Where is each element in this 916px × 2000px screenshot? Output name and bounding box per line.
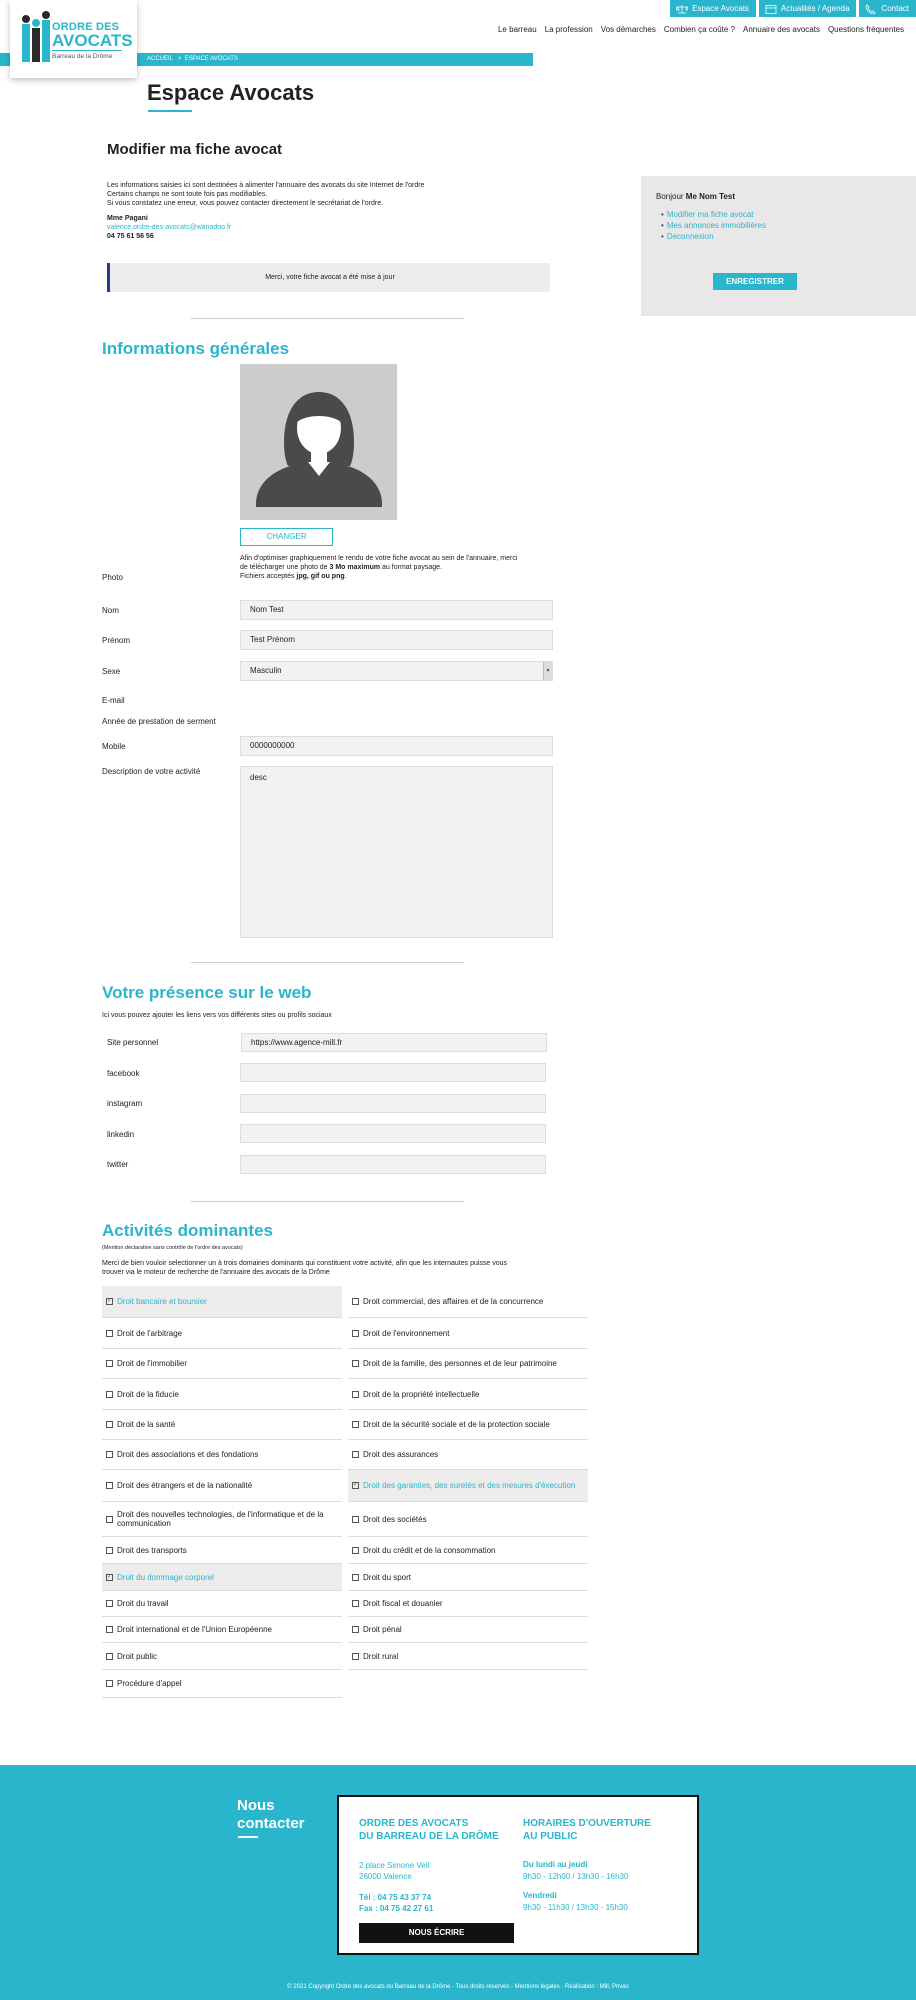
checkbox-icon[interactable] (352, 1516, 359, 1523)
phones (359, 1892, 433, 1914)
nav-item-cout[interactable]: Combien ça coûte ? (663, 25, 736, 34)
activity-option[interactable] (102, 1470, 342, 1502)
activities-intro-line: trouver via le moteur de recherche de l'annuaire des avocats de la Drôme (102, 1269, 330, 1276)
activity-label: Droit fiscal et douanier (363, 1599, 443, 1608)
nav-item-annuaire[interactable]: Annuaire des avocats (743, 25, 820, 34)
sexe-label: Sexe (102, 667, 121, 676)
address: 2 place Simone Veil 26000 Valence (359, 1861, 430, 1881)
footer-contact-title-line: Nous (237, 1797, 275, 1814)
activity-option[interactable] (102, 1502, 342, 1537)
photo-help-line: Afin d'optimiser graphiquement le rendu de votre fiche avocat au sein de l'annuaire, merci (240, 555, 518, 562)
nom-label: Nom (102, 606, 119, 615)
top-link-espace-avocats[interactable] (670, 0, 756, 17)
scales-icon (676, 4, 688, 14)
divider (191, 1201, 464, 1202)
activity-label: Droit de l'arbitrage (117, 1328, 183, 1338)
activity-option[interactable] (348, 1379, 588, 1410)
checkbox-checked-icon[interactable]: ✓ (107, 1298, 113, 1304)
activity-label: Droit de la santé (117, 1420, 176, 1429)
activity-label: Droit de l'immobilier (117, 1359, 187, 1368)
instagram-field[interactable] (240, 1094, 546, 1113)
activity-option[interactable] (348, 1410, 588, 1440)
greeting-text: Bonjour (656, 192, 686, 201)
photo-help-line: Fichiers acceptés jpg, gif ou png. (240, 573, 347, 580)
account-menu (661, 209, 766, 242)
org-name: ORDRE DES AVOCATS DU BARREAU DE LA DRÔME (359, 1818, 499, 1842)
checkbox-icon[interactable] (352, 1626, 359, 1633)
linkedin-field[interactable] (240, 1124, 546, 1143)
activity-label: Droit du travail (117, 1599, 169, 1608)
avatar-placeholder-icon (240, 364, 397, 520)
activity-label: Droit pénal (363, 1625, 402, 1634)
contact-email-link[interactable]: valence.ordre-des-avocats@wanadoo.fr (107, 224, 232, 231)
checkbox-icon[interactable] (106, 1680, 113, 1687)
prenom-field[interactable]: Test Prénom (240, 630, 553, 650)
menu-link-edit-profile[interactable]: • Modifier ma fiche avocat (661, 209, 766, 220)
nav-item-profession[interactable]: La profession (544, 25, 593, 34)
activity-label: Procédure d'appel (117, 1679, 182, 1688)
activity-option[interactable] (348, 1591, 588, 1617)
nav-item-demarches[interactable]: Vos démarches (600, 25, 656, 34)
checkbox-icon[interactable] (106, 1516, 113, 1523)
activity-label: Droit du crédit et de la consommation (363, 1545, 496, 1555)
profile-photo (240, 364, 397, 520)
general-section-title: Informations générales (102, 339, 290, 358)
activity-option[interactable] (348, 1564, 588, 1591)
checkbox-icon[interactable] (352, 1547, 359, 1554)
instagram-label: instagram (107, 1099, 143, 1108)
activities-intro (102, 1259, 507, 1277)
activity-label: Droit commercial, des affaires et de la concurrence (363, 1297, 544, 1306)
checkbox-icon[interactable] (106, 1547, 113, 1554)
mobile-label: Mobile (102, 742, 126, 751)
activity-option[interactable] (102, 1537, 342, 1564)
phone-icon (865, 4, 877, 14)
checkbox-icon[interactable] (352, 1451, 359, 1458)
intro-line: Les informations saisies ici sont destinées à alimenter l'annuaire des avocats du site Internet de l'ordre (107, 182, 425, 189)
checkbox-icon[interactable] (106, 1482, 113, 1489)
prenom-label: Prénom (102, 636, 131, 645)
checkbox-icon[interactable] (352, 1391, 359, 1398)
checkbox-icon[interactable] (106, 1451, 113, 1458)
activity-option[interactable] (102, 1440, 342, 1470)
footer-contact-title-line: contacter (237, 1815, 305, 1832)
site-label: Site personnel (107, 1038, 159, 1047)
menu-link-logout[interactable]: • Deconnexion (661, 231, 766, 242)
activity-option[interactable] (102, 1643, 342, 1670)
hours-days-1: Du lundi au jeudi (523, 1860, 588, 1869)
top-link-label: Espace Avocats (692, 4, 749, 13)
logo-line1: ORDRE DES (52, 21, 120, 33)
save-button[interactable]: ENREGISTRER (713, 273, 797, 290)
activity-option[interactable] (348, 1502, 588, 1537)
page-title: Espace Avocats (147, 80, 315, 105)
checkbox-icon[interactable] (106, 1391, 113, 1398)
checkbox-icon[interactable] (106, 1600, 113, 1607)
activity-label: Droit des étrangers et de la nationalité (117, 1481, 253, 1490)
activity-label: Droit des sociétés (363, 1514, 427, 1524)
description-label: Description de votre activité (102, 767, 201, 776)
email-label: E-mail (102, 696, 125, 705)
intro-line: Certains champs ne sont toute fois pas modifiables. (107, 191, 268, 198)
footer-title-underline (238, 1836, 258, 1838)
activity-option[interactable] (102, 1410, 342, 1440)
activity-label: Droit international et de l'Union Européenne (117, 1625, 272, 1634)
copyright: © 2021 Copyright Ordre des avocats du Barreau de la Drôme - Tous droits réservés - Mentions légales - Réalisation : Mill, Privas (287, 1984, 629, 1990)
hours-days-2: Vendredi (523, 1891, 557, 1900)
change-photo-button[interactable]: CHANGER (240, 528, 333, 546)
checkbox-icon[interactable] (352, 1298, 359, 1305)
checkbox-icon[interactable] (106, 1653, 113, 1660)
activity-option[interactable] (348, 1643, 588, 1670)
activity-label: Droit des nouvelles technologies, de l'informatique et de la communication (117, 1510, 324, 1528)
divider (191, 318, 464, 319)
checkbox-icon[interactable] (106, 1330, 113, 1337)
twitter-field[interactable] (240, 1155, 546, 1174)
activity-label: Droit de la propriété intellectuelle (363, 1389, 480, 1399)
checkbox-checked-icon[interactable]: ✓ (107, 1573, 113, 1580)
calendar-icon (765, 4, 777, 14)
checkbox-icon[interactable] (352, 1421, 359, 1428)
activities-section-title: Activités dominantes (102, 1221, 273, 1240)
activity-option[interactable] (348, 1440, 588, 1470)
sexe-value: Masculin (250, 666, 282, 675)
activity-label: Droit du sport (363, 1572, 412, 1582)
top-link-actualites[interactable] (759, 0, 857, 17)
activity-label: Droit public (117, 1651, 158, 1661)
facebook-field[interactable] (240, 1063, 546, 1082)
checkbox-icon[interactable] (352, 1574, 359, 1581)
activity-option[interactable] (348, 1537, 588, 1564)
checkbox-checked-icon[interactable]: ✓ (353, 1482, 359, 1488)
web-section-title: Votre présence sur le web (102, 983, 312, 1002)
nav-item-barreau[interactable]: Le barreau (497, 25, 537, 34)
activity-option[interactable] (102, 1670, 342, 1698)
greeting (656, 192, 735, 201)
footer (0, 1765, 916, 2000)
activity-label: Droit des transports (117, 1545, 187, 1555)
divider (191, 962, 464, 963)
activity-option[interactable] (102, 1379, 342, 1410)
logo-divider (52, 50, 122, 51)
activity-label: Droit de l'environnement (363, 1328, 450, 1338)
hours-title: HORAIRES D'OUVERTURE AU PUBLIC (523, 1818, 651, 1842)
activity-label: Droit de la sécurité sociale et de la protection sociale (363, 1420, 550, 1429)
site-logo[interactable] (10, 0, 137, 78)
nav-item-faq[interactable]: Questions fréquentes (827, 25, 904, 34)
title-underline (148, 110, 192, 112)
checkbox-icon[interactable] (106, 1360, 113, 1367)
success-notice: Merci, votre fiche avocat a été mise à jour (107, 263, 550, 292)
activity-option[interactable] (348, 1470, 588, 1502)
main-nav (498, 25, 904, 34)
linkedin-label: linkedin (107, 1130, 135, 1139)
top-link-contact[interactable] (859, 0, 916, 17)
photo-help (240, 554, 560, 581)
activity-option[interactable] (348, 1318, 588, 1349)
activity-option[interactable] (348, 1286, 588, 1318)
activity-label: Droit bancaire et boursier (117, 1297, 207, 1306)
top-link-label: Actualités / Agenda (780, 4, 850, 13)
checkbox-icon[interactable] (352, 1360, 359, 1367)
footer-contact-box (337, 1795, 699, 1955)
menu-link-real-estate[interactable]: • Mes annonces immobilières (661, 220, 766, 231)
intro-line: Si vous constatez une erreur, vous pouvez contacter directement le secrétariat de l'ordre. (107, 200, 384, 207)
twitter-label: twitter (107, 1160, 129, 1169)
activity-option[interactable] (102, 1286, 342, 1318)
logo-sub: Barreau de la Drôme (52, 53, 113, 60)
breadcrumb-home[interactable]: ACCUEIL (147, 56, 174, 62)
site-field[interactable]: https://www.agence-mill.fr (241, 1033, 547, 1052)
logo-figures-icon (18, 10, 53, 64)
checkbox-icon[interactable] (352, 1330, 359, 1337)
photo-help-line: de télécharger une photo de 3 Mo maximum au format paysage. (240, 564, 442, 571)
activities-note: (Mention déclarative sans contrôle de l'ordre des avocats) (102, 1245, 243, 1251)
activity-option[interactable] (102, 1617, 342, 1643)
activity-label: Droit de la famille, des personnes et de leur patrimoine (363, 1359, 557, 1368)
web-intro: Ici vous pouvez ajouter les liens vers vos différents sites ou profils sociaux (102, 1012, 332, 1019)
activity-label: Droit du dommage corporel (117, 1572, 214, 1582)
section-title: Modifier ma fiche avocat (107, 141, 283, 158)
activity-label: Droit des associations et des fondations (117, 1450, 259, 1459)
breadcrumb-separator: > (178, 56, 182, 62)
activity-option[interactable] (102, 1318, 342, 1349)
activity-option[interactable] (102, 1591, 342, 1617)
fax: Fax : 04 75 42 27 61 (359, 1904, 434, 1913)
sexe-select[interactable] (240, 661, 553, 681)
activity-label: Droit des garanties, des suretés et des mesures d'éxecution (363, 1481, 576, 1490)
facebook-label: facebook (107, 1069, 140, 1078)
activity-option[interactable] (102, 1349, 342, 1379)
checkbox-icon[interactable] (106, 1626, 113, 1633)
account-sidebar (641, 176, 916, 316)
activity-option[interactable] (348, 1617, 588, 1643)
checkbox-icon[interactable] (352, 1653, 359, 1660)
top-links (670, 0, 916, 17)
activities-intro-line: Merci de bien vouloir selectionner un à trois domaines dominants qui constituent votre activité, afin que les internautes puisse vous (102, 1260, 508, 1267)
annee-label: Année de prestation de serment (102, 717, 216, 726)
checkbox-icon[interactable] (352, 1600, 359, 1607)
activity-option[interactable] (102, 1564, 342, 1591)
hours-1: 9h30 - 12h00 / 13h30 - 16h30 (523, 1872, 629, 1881)
tel[interactable]: Tél : 04 75 43 37 74 (359, 1893, 432, 1902)
breadcrumb-current: ESPACE AVOCATS (184, 56, 238, 62)
logo-line2: AVOCATS (52, 31, 133, 50)
checkbox-icon[interactable] (106, 1421, 113, 1428)
top-link-label: Contact (881, 4, 909, 13)
chevron-down-icon: ▾ (543, 662, 552, 680)
activity-option[interactable] (348, 1349, 588, 1379)
photo-label: Photo (102, 573, 123, 582)
intro-text (107, 181, 424, 241)
nom-field[interactable]: Nom Test (240, 600, 553, 620)
activity-label: Droit de la fiducie (117, 1389, 179, 1399)
contact-name: Mme Pagani (107, 215, 148, 222)
contact-phone: 04 75 61 56 56 (107, 233, 154, 240)
activity-label: Droit des assurances (363, 1450, 439, 1459)
write-us-button[interactable]: NOUS ÉCRIRE (359, 1923, 514, 1943)
hours-2: 9h30 - 11h30 / 13h30 - 15h30 (523, 1903, 628, 1912)
user-name: Me Nom Test (685, 192, 735, 201)
footer-contact-title (237, 1797, 305, 1833)
activity-label: Droit rural (363, 1651, 399, 1661)
description-textarea[interactable]: desc (240, 766, 553, 938)
mobile-field[interactable]: 0000000000 (240, 736, 553, 756)
